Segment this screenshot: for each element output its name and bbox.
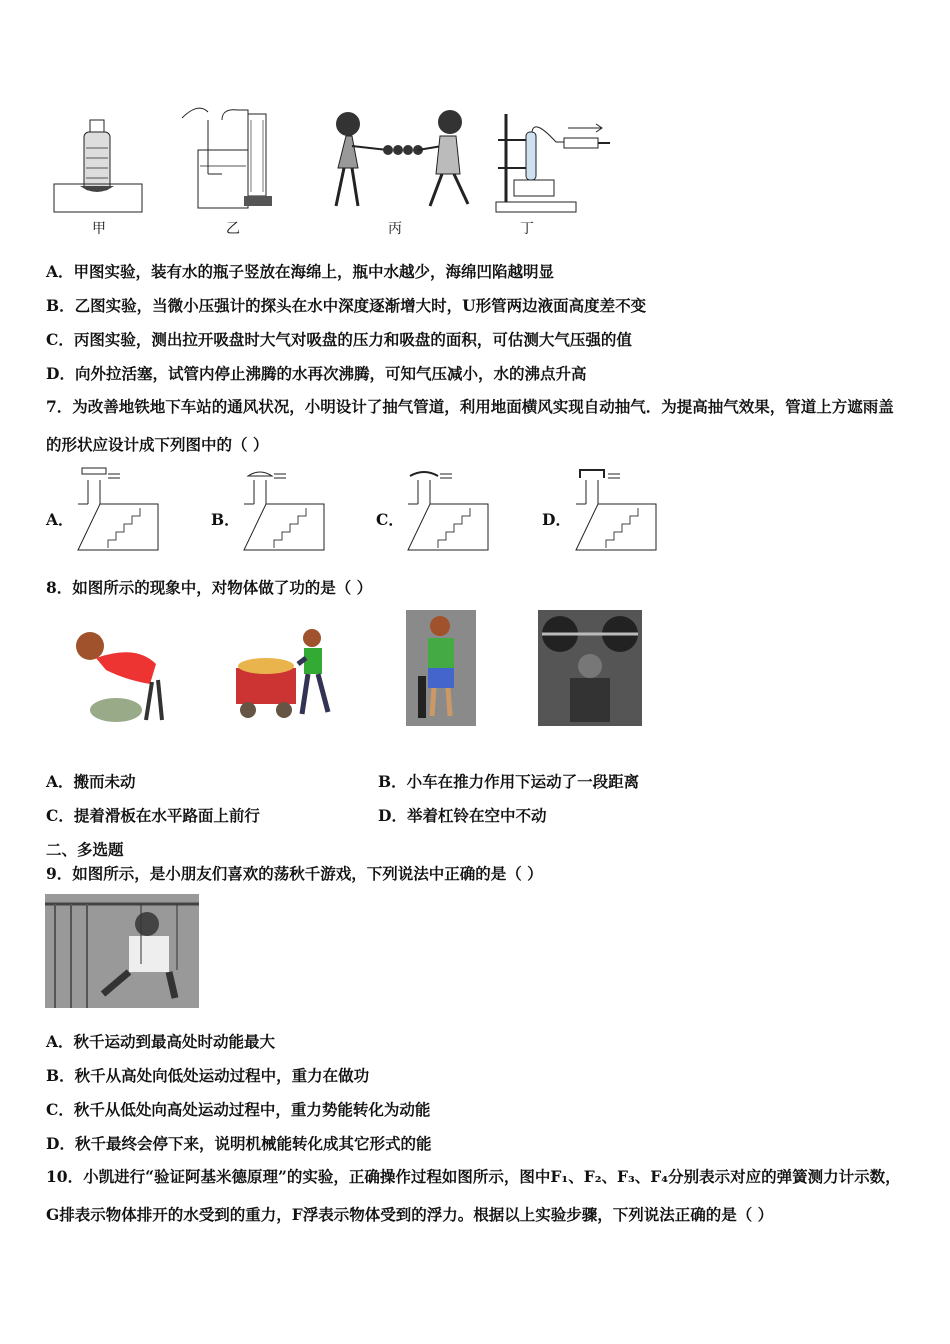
q9-option-a: A．秋千运动到最高处时动能最大 (46, 1032, 276, 1051)
figure-bing (318, 108, 478, 212)
q7-stem: 7．为改善地铁地下车站的通风状况，小明设计了抽气管道，利用地面横风实现自动抽气．为提高抽气效果，管道上方遮雨盖的形状应设计成下列图中的（ ） (46, 397, 894, 454)
q6-option-a: A．甲图实验，装有水的瓶子竖放在海绵上，瓶中水越少，海绵凹陷越明显 (46, 262, 555, 281)
q6-option-d: D．向外拉活塞，试管内停止沸腾的水再次沸腾，可知气压减小，水的沸点升高 (46, 364, 587, 383)
q8-figure-c (406, 610, 476, 726)
q8-option-d: D．举着杠铃在空中不动 (378, 806, 547, 825)
q8-figure-d (538, 610, 642, 726)
q8-stem: 8．如图所示的现象中，对物体做了功的是（ ） (46, 578, 373, 597)
figure-caption-bing: 丙 (388, 221, 402, 237)
q9-swing-photo (45, 894, 199, 1008)
q7-label-b: B． (211, 510, 240, 529)
figure-caption-yi: 乙 (226, 221, 240, 237)
q8-figure-a (66, 624, 186, 724)
q8-figure-b (232, 624, 352, 724)
q7-figure-d (572, 466, 660, 552)
q7-label-d: D． (542, 510, 571, 529)
figure-caption-jia: 甲 (92, 221, 106, 237)
section-heading: 二、多选题 (46, 840, 124, 859)
q8-option-c: C．提着滑板在水平路面上前行 (46, 806, 260, 825)
q7-figure-b (240, 466, 328, 552)
q7-figure-a (74, 466, 162, 552)
figure-ding (492, 110, 614, 214)
q8-option-a: A．搬而未动 (46, 772, 136, 791)
q7-label-a: A． (46, 510, 74, 529)
q6-option-c: C．丙图实验，测出拉开吸盘时大气对吸盘的压力和吸盘的面积，可估测大气压强的值 (46, 330, 632, 349)
q9-option-d: D．秋千最终会停下来，说明机械能转化成其它形式的能 (46, 1134, 432, 1153)
figure-caption-ding: 丁 (520, 221, 534, 237)
q9-option-b: B．秋千从高处向低处运动过程中，重力在做功 (46, 1066, 370, 1085)
q9-option-c: C．秋千从低处向高处运动过程中，重力势能转化为动能 (46, 1100, 431, 1119)
q10-stem: 10．小凯进行“验证阿基米德原理”的实验，正确操作过程如图所示，图中F₁、F₂、F₃、F₄分别表示对应的弹簧测力计示数，G排表示物体排开的水受到的重力，F浮表示物体受到的浮力。根据以上实验步骤，下列说法正确的是（ ） (46, 1167, 901, 1224)
q8-option-b: B．小车在推力作用下运动了一段距离 (378, 772, 640, 791)
figure-jia (52, 118, 144, 214)
q7-figure-c (404, 466, 492, 552)
figure-yi (178, 100, 274, 214)
q9-stem: 9．如图所示，是小朋友们喜欢的荡秋千游戏，下列说法中正确的是（ ） (46, 864, 543, 883)
q6-option-b: B．乙图实验，当微小压强计的探头在水中深度逐渐增大时，U形管两边液面高度差不变 (46, 296, 647, 315)
q7-label-c: C． (376, 510, 404, 529)
